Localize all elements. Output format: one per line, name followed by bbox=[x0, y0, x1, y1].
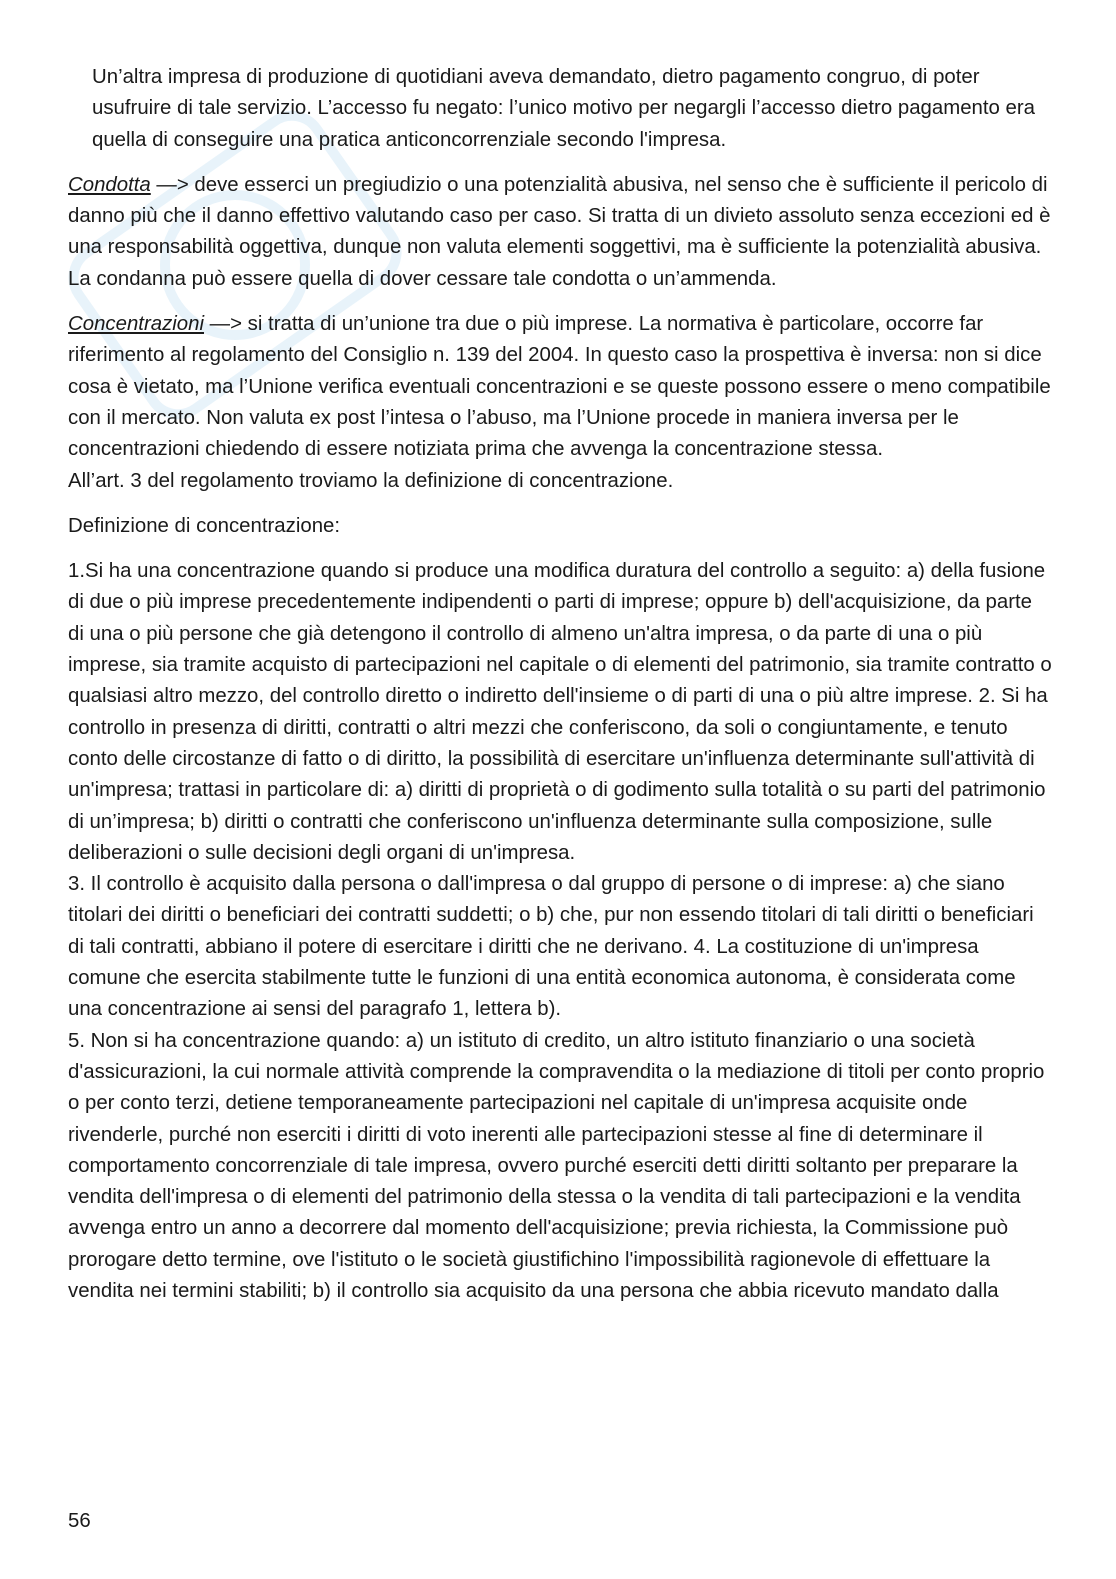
document-page bbox=[68, 62, 1053, 1307]
intro-paragraph: Un’altra impresa di produzione di quotidiani aveva demandato, dietro pagamento congruo, di poter usufruire di tale servizio. L’accesso fu negato: l’unico motivo per negargli l’accesso dietro pagamento era quella di conseguire una pratica anticoncorrenziale secondo l'impresa. bbox=[92, 66, 1036, 151]
concentrazioni-text: —> si tratta di un’unione tra due o più imprese. La normativa è particolare, occorre far riferimento al regolamento del Consiglio n. 139 del 2004. In questo caso la prospettiva è inversa: non si dice cosa è vietato, ma l’Unione verifica eventuali concentrazioni e se queste possono essere o meno compatibile con il mercato. Non valuta ex post l’intesa o l’abuso, ma l’Unione procede in maniera inversa per le concentrazioni chiedendo di essere notiziata prima che avvenga la concentrazione stessa. bbox=[68, 313, 1051, 461]
definition-paragraph-2: 3. Il controllo è acquisito dalla persona o dall'impresa o dal gruppo di persone o di imprese: a) che siano titolari dei diritti o beneficiari dei contratti suddetti; o b) che, pur non essendo titolari di tali diritti o beneficiari di tali contratti, abbiano il potere di esercitare i diritti che ne derivano. 4. La costituzione di un'impresa comune che esercita stabilmente tutte le funzioni di una entità economica autonoma, è considerata come una concentrazione ai sensi del paragrafo 1, lettera b). bbox=[68, 873, 1034, 1021]
concentrazioni-paragraph bbox=[68, 309, 1053, 465]
condotta-text: —> deve esserci un pregiudizio o una potenzialità abusiva, nel senso che è sufficiente il pericolo di danno più che il danno effettivo valutando caso per caso. Si tratta di un divieto assoluto senza eccezioni ed è una responsabilità oggettiva, dunque non valuta elementi soggettivi, ma è sufficiente la potenzialità abusiva. La condanna può essere quella di dover cessare tale condotta o un’ammenda. bbox=[68, 173, 1051, 290]
definition-paragraph-3: 5. Non si ha concentrazione quando: a) un istituto di credito, un altro istituto finanziario o una società d'assicurazioni, la cui normale attività comprende la compravendita o la mediazione di titoli per conto proprio o per conto terzi, detiene temporaneamente partecipazioni nel capitale di un'impresa acquisite onde rivenderle, purché non eserciti i diritti di voto inerenti alle partecipazioni stesse al fine di determinare il comportamento concorrenziale di tale impresa, ovvero purché eserciti detti diritti soltanto per preparare la vendita dell'impresa o di elementi del patrimonio della stessa o la vendita di tali partecipazioni e la vendita avvenga entro un anno a decorrere dal momento dell'acquisizione; previa richiesta, la Commissione può prorogare detto termine, ove l'istituto o le società giustifichino l'impossibilità ragionevole di effettuare la vendita nei termini stabiliti; b) il controllo sia acquisito da una persona che abbia ricevuto mandato dalla bbox=[68, 1029, 1045, 1302]
concentrazioni-note: All’art. 3 del regolamento troviamo la definizione di concentrazione. bbox=[68, 469, 674, 492]
concentrazioni-term: Concentrazioni bbox=[68, 313, 205, 336]
condotta-term: Condotta bbox=[68, 173, 151, 196]
definition-heading: Definizione di concentrazione: bbox=[68, 514, 341, 537]
page-number: 56 bbox=[68, 1510, 91, 1532]
condotta-paragraph bbox=[68, 170, 1053, 295]
definition-paragraph-1: 1.Si ha una concentrazione quando si produce una modifica duratura del controllo a seguito: a) della fusione di due o più imprese precedentemente indipendenti o parti di imprese; oppure b) dell'acquisizione, da parte di una o più persone che già detengono il controllo di almeno un'altra impresa, o da parte di una o più imprese, sia tramite acquisto di partecipazioni nel capitale o di elementi del patrimonio, sia tramite contratto o qualsiasi altro mezzo, del controllo diretto o indiretto dell'insieme o di parti di una o più altre imprese. 2. Si ha controllo in presenza di diritti, contratti o altri mezzi che conferiscono, da soli o congiuntamente, e tenuto conto delle circostanze di fatto o di diritto, la possibilità di esercitare un'influenza determinante sull'attività di un'impresa; trattasi in particolare di: a) diritti di proprietà o di godimento sulla totalità o su parti del patrimonio di un’impresa; b) diritti o contratti che conferiscono un'influenza determinante sulla composizione, sulle deliberazioni o sulle decisioni degli organi di un'impresa. bbox=[68, 560, 1052, 864]
